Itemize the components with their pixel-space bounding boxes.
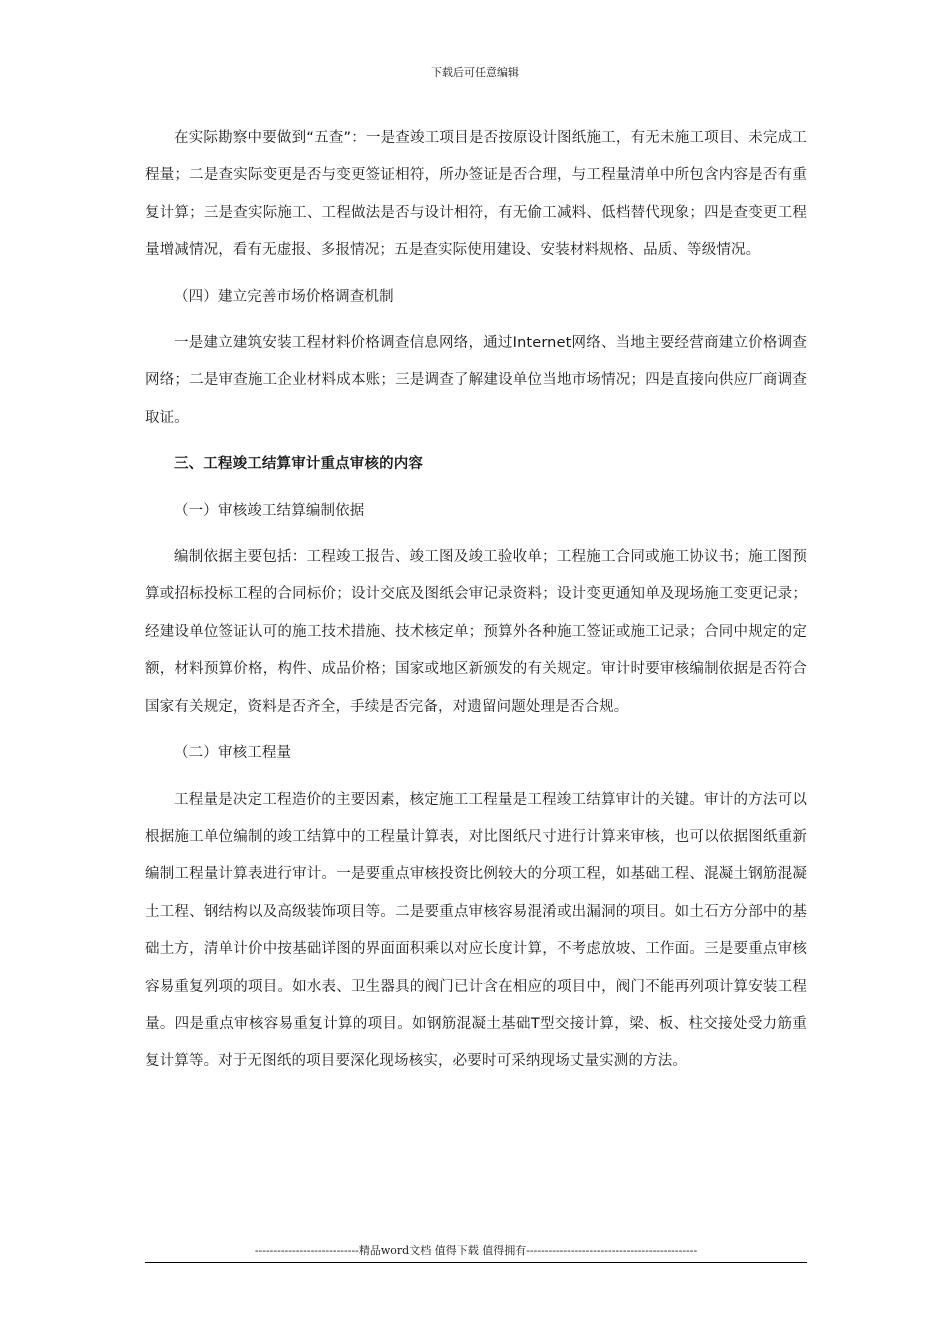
subheading-price-survey: （四）建立完善市场价格调查机制 bbox=[174, 288, 394, 305]
section-heading-3: 三、工程竣工结算审计重点审核的内容 bbox=[174, 456, 424, 473]
paragraph-quantities: 工程量是决定工程造价的主要因素，核定施工工程量是工程竣工结算审计的关键。审计的方法可以根据施工单位编制的竣工结算中的工程量计算表，对比图纸尺寸进行计算来审核，也可以依据图纸重新编制工程量计算表进行审计。一是要重点审核投资比例较大的分项工程，如基础工程、混凝土钢筋混凝土工程、钢结构以及高级装饰项目等。二是要重点审核容易混淆或出漏洞的项目。如土石方分部中的基础土方，清单计价中按基础详图的界面面积乘以对应长度计算，不考虑放坡、工作面。三是要重点审核容易重复列项的项目。如水表、卫生器具的阀门已计含在相应的项目中，阀门不能再列项计算安装工程量。四是重点审核容易重复计算的项目。如钢筋混凝土基础T型交接计算，梁、板、柱交接处受力筋重复计算等。对于无图纸的项目要深化现场核实，必要时可采纳现场丈量实测的方法。 bbox=[145, 791, 807, 1070]
document-body bbox=[145, 120, 807, 1081]
subheading-basis: （一）审核竣工结算编制依据 bbox=[174, 502, 365, 519]
paragraph-price-survey: 一是建立建筑安装工程材料价格调查信息网络，通过Internet网络、当地主要经营商建立价格调查网络；二是审查施工企业材料成本账；三是调查了解建设单位当地市场情况；四是直接向供应厂商调查取证。 bbox=[145, 335, 807, 426]
paragraph-five-checks: 在实际勘察中要做到“五查”：一是查竣工项目是否按原设计图纸施工，有无未施工项目、未完成工程量；二是查实际变更是否与变更签证相符，所办签证是否合理，与工程量清单中所包含内容是否有重复计算；三是查实际施工、工程做法是否与设计相符，有无偷工减料、低档替代现象；四是查变更工程量增减情况，看有无虚报、多报情况；五是查实际使用建设、安装材料规格、品质、等级情况。 bbox=[145, 130, 807, 259]
page-header: 下载后可任意编辑 bbox=[431, 66, 519, 79]
footer-rule bbox=[145, 1262, 807, 1263]
subheading-quantities: （二）审核工程量 bbox=[174, 745, 292, 762]
page-footer: ----------------------------精品word文档 值得下载 值得拥有---------------------------------------------- bbox=[254, 1244, 698, 1257]
paragraph-basis: 编制依据主要包括：工程竣工报告、竣工图及竣工验收单；工程施工合同或施工协议书；施工图预算或招标投标工程的合同标价；设计交底及图纸会审记录资料；设计变更通知单及现场施工变更记录；经建设单位签证认可的施工技术措施、技术核定单；预算外各种施工签证或施工记录；合同中规定的定额，材料预算价格，构件、成品价格；国家或地区新颁发的有关规定。审计时要审核编制依据是否符合国家有关规定，资料是否齐全，手续是否完备，对遗留问题处理是否合规。 bbox=[145, 549, 807, 715]
